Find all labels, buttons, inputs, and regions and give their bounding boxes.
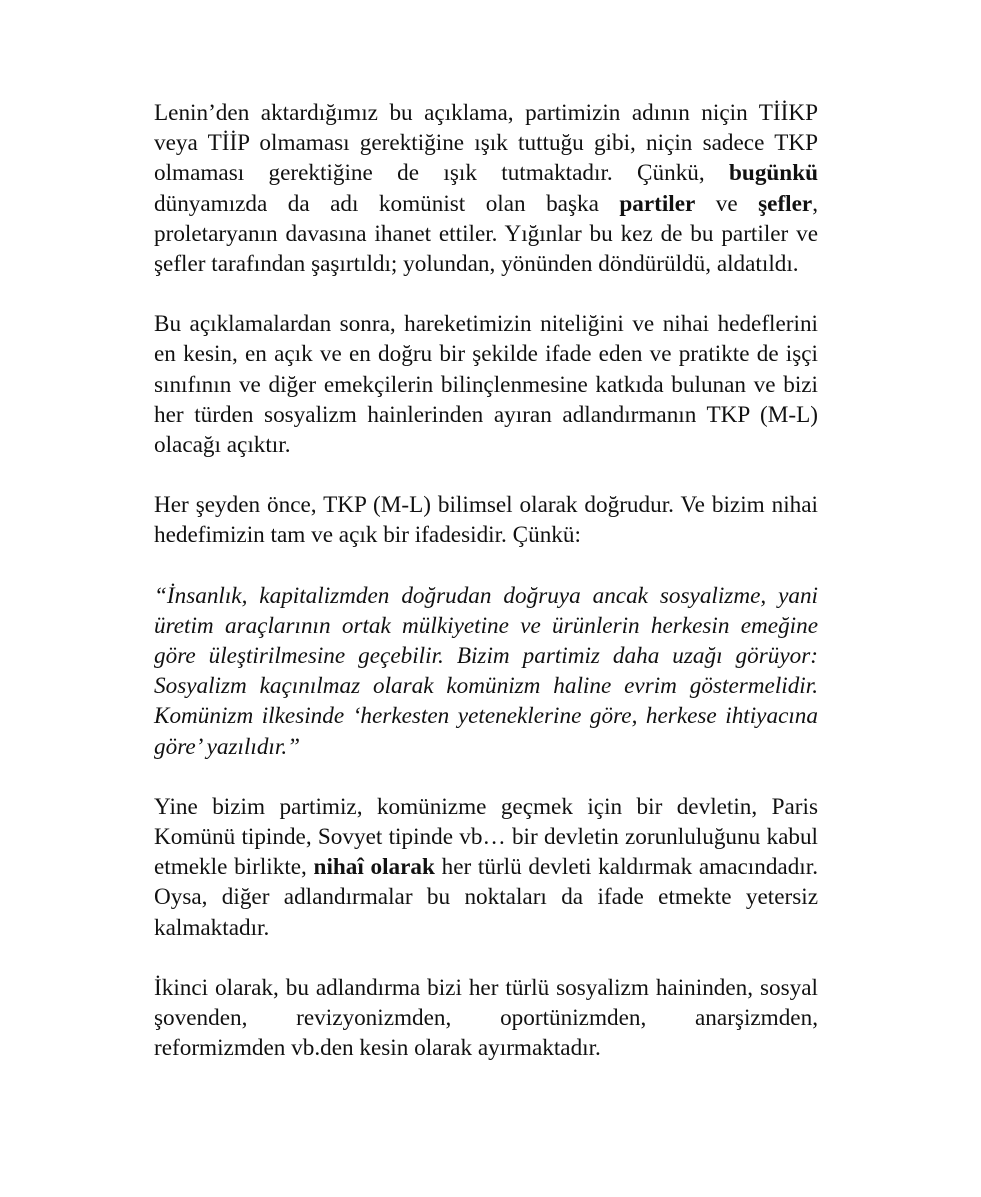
paragraph-5-text-2: her türlü devleti kaldırmak amacındadır. Oysa, diğer adlandırmalar bu noktaları da ifade etmekte yetersiz kalmaktadır.: [154, 854, 818, 941]
paragraph-5: [154, 792, 818, 943]
paragraph-1-bold-bugunku: bugünkü: [729, 160, 818, 187]
paragraph-1: [154, 98, 818, 279]
paragraph-4-quote: [154, 581, 818, 762]
paragraph-1-text-4: , proletaryanın davasına ihanet ettiler. Yığınlar bu kez de bu partiler ve şefler tarafından şaşırtıldı; yolundan, yönünden döndürüldü, aldatıldı.: [154, 190, 818, 278]
paragraph-2-text: Bu açıklamalardan sonra, hareketimizin niteliğini ve nihai hedeflerini en kesin, en açık ve en doğru bir şekilde ifade eden ve pratikte de işçi sınıfının ve diğer emekçilerin bilinçlenmesine katkıda bulunan ve bizi her türden sosyalizm hainlerinden ayıran adlandırmanın TKP (M-L) olacağı açıktır.: [154, 311, 818, 459]
paragraph-3: [154, 490, 818, 550]
paragraph-2: [154, 309, 818, 460]
paragraph-5-bold-nihai-olarak: nihaî olarak: [313, 854, 435, 881]
paragraph-1-text-2: dünyamızda da adı komünist olan başka: [154, 190, 620, 217]
quote-text: “İnsanlık, kapitalizmden doğrudan doğruya ancak sosyalizme, yani üretim araçlarının ortak mülkiyetine ve ürünlerin herkesin emeğine göre üleştirilmesine geçebilir. Bizim partimiz daha uzağı görüyor: Sosyalizm kaçınılmaz olarak komünizm haline evrim göstermelidir. Komünizm ilkesinde ‘herkesten yeteneklerine göre, herkese ihtiyacına göre’ yazılıdır.”: [154, 582, 818, 760]
paragraph-5-text-1: Yine bizim partimiz, komünizme geçmek için bir devletin, Paris Komünü tipinde, Sovyet tipinde vb… bir devletin zorunluluğunu kabul etmekle birlikte,: [154, 793, 818, 881]
document-page: [154, 98, 818, 1063]
paragraph-1-bold-partiler: partiler: [619, 190, 696, 217]
paragraph-1-bold-sefler: şefler: [758, 190, 813, 217]
paragraph-3-text: Her şeyden önce, TKP (M-L) bilimsel olarak doğrudur. Ve bizim nihai hedefimizin tam ve açık bir ifadesidir. Çünkü:: [154, 492, 818, 549]
paragraph-1-text-3: ve: [695, 190, 759, 217]
paragraph-6-text: İkinci olarak, bu adlandırma bizi her türlü sosyalizm haininden, sosyal şovenden, revizyonizmden, oportünizmden, anarşizmden, reformizmden vb.den kesin olarak ayırmaktadır.: [154, 974, 818, 1062]
paragraph-6: [154, 973, 818, 1064]
paragraph-1-text-1: Lenin’den aktardığımız bu açıklama, partimizin adının niçin TİİKP veya TİİP olmaması gerektiğine ışık tuttuğu gibi, niçin sadece TKP olmaması gerektiğine de ışık tutmaktadır. Çünkü,: [154, 100, 818, 187]
